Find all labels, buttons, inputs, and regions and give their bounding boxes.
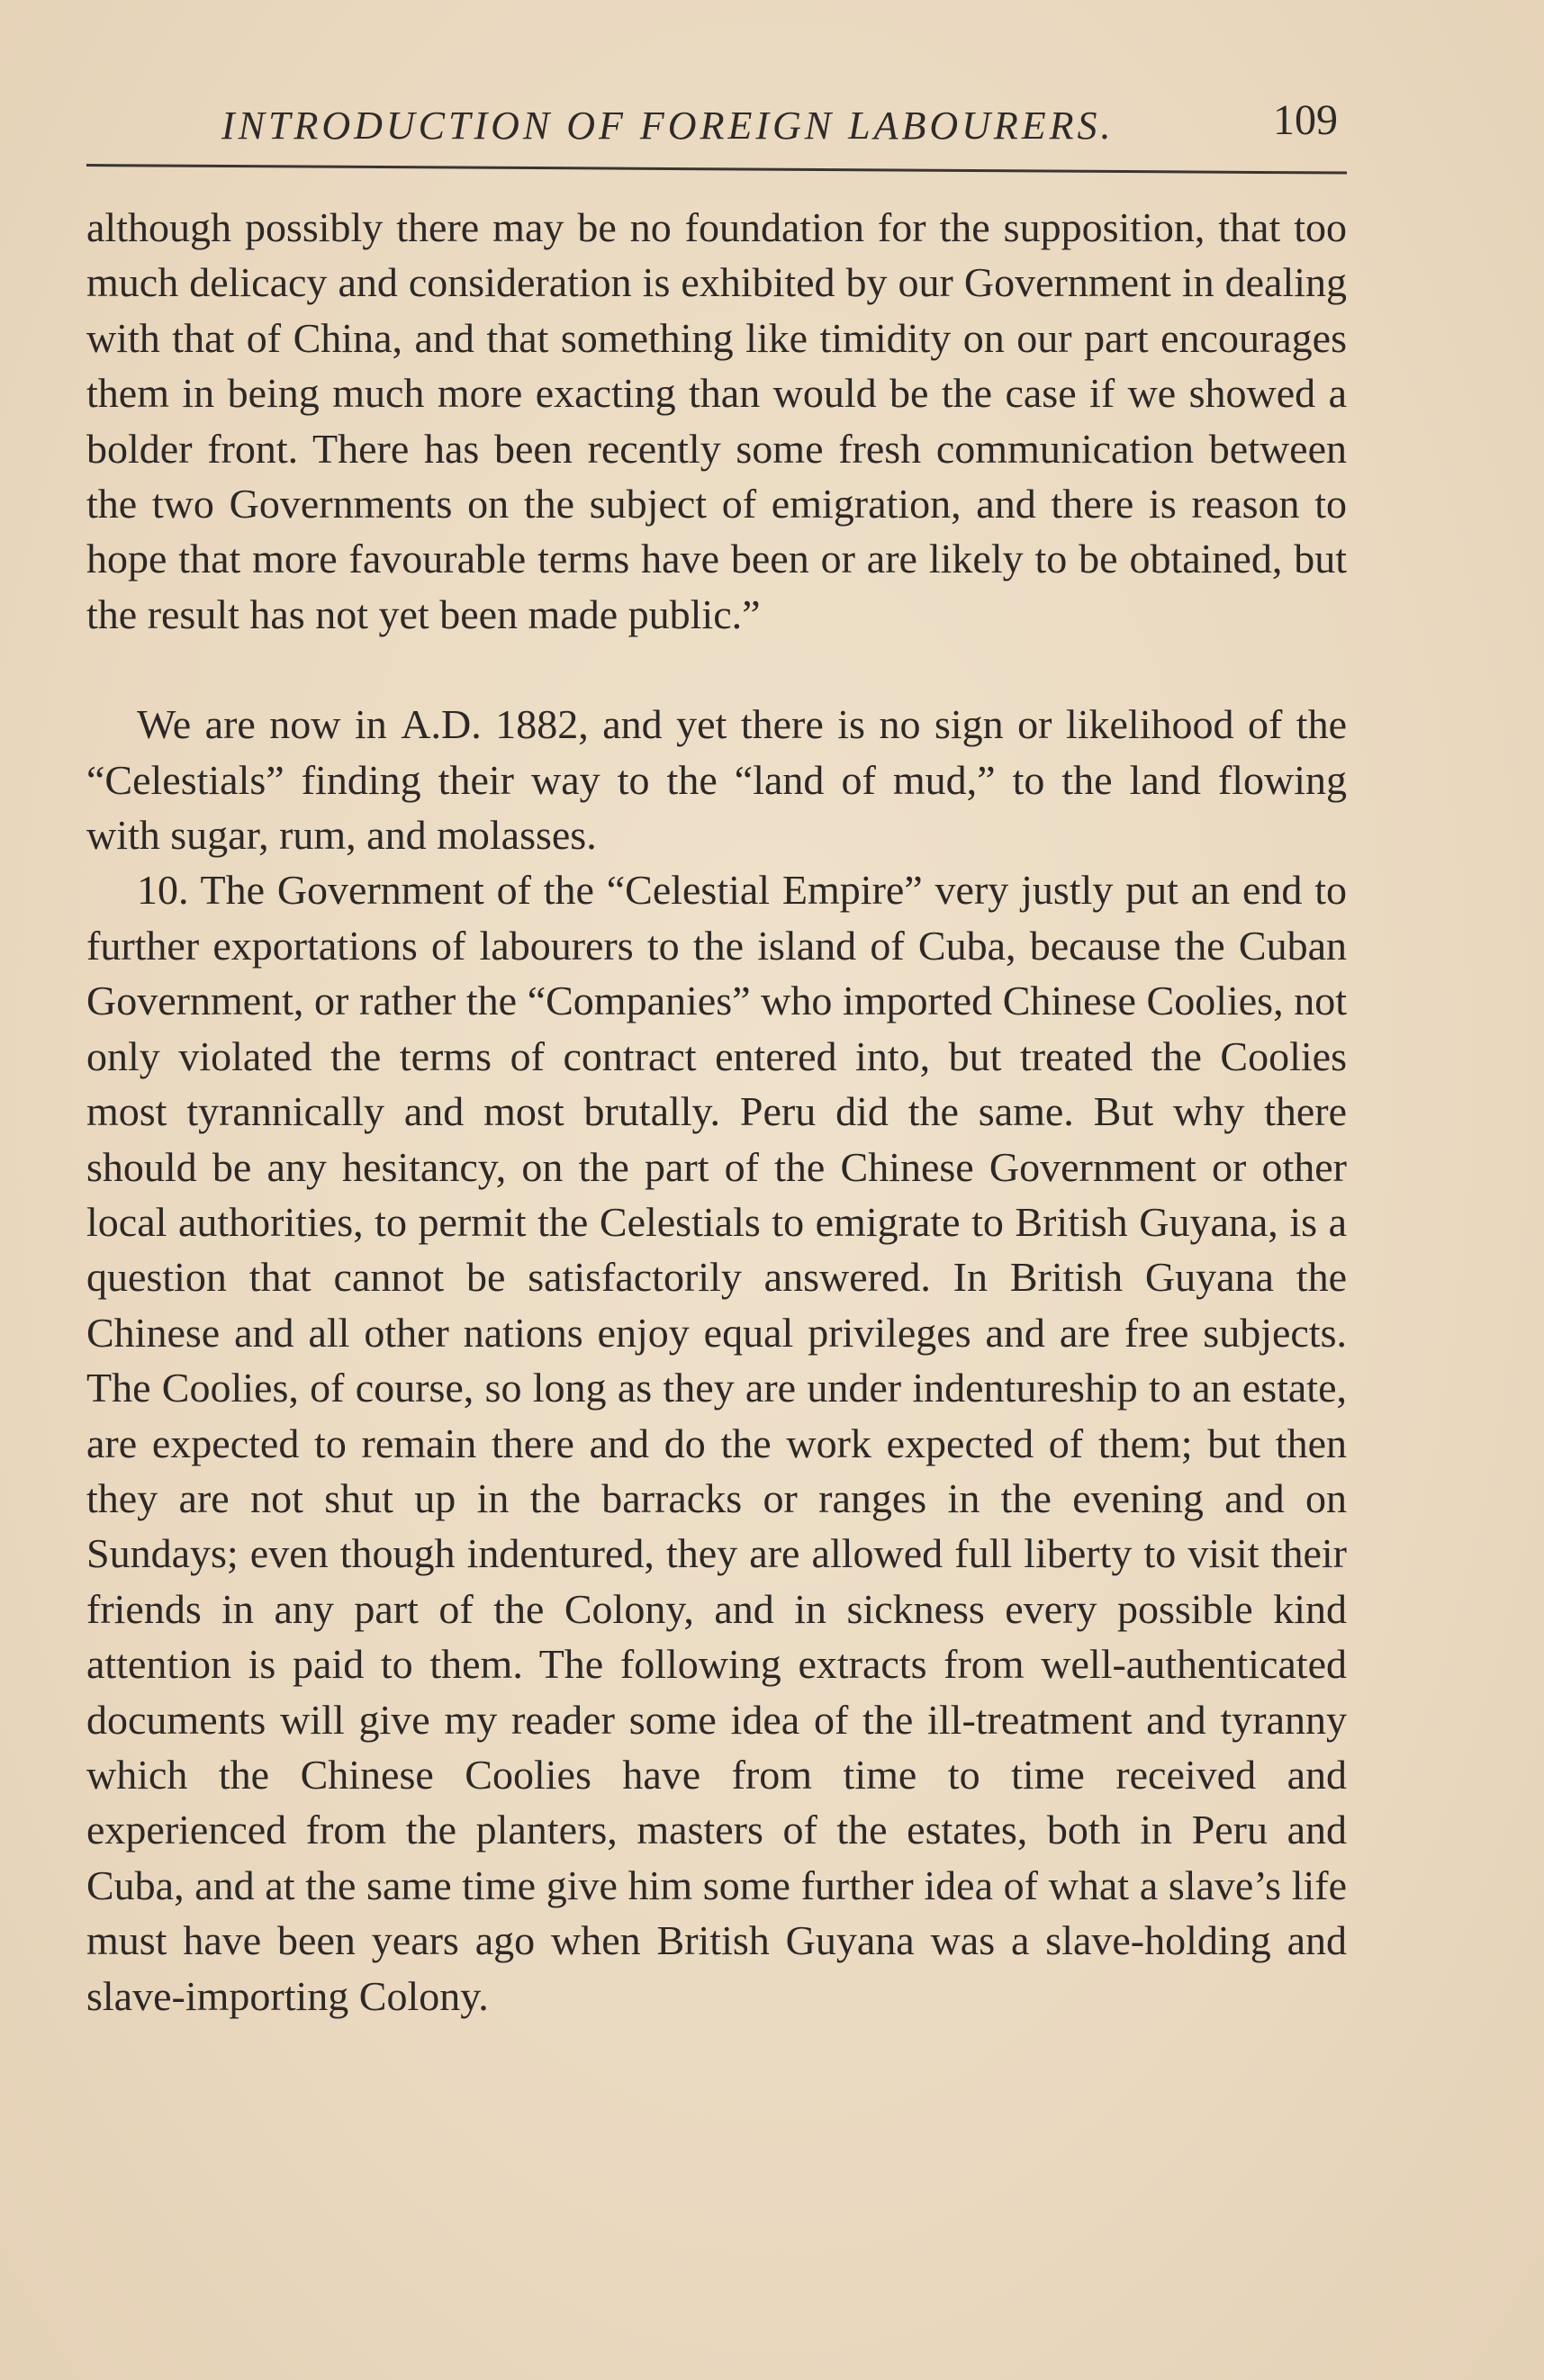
running-title: INTRODUCTION OF FOREIGN LABOURERS. — [221, 104, 1115, 148]
header-rule — [86, 164, 1347, 175]
page-number: 109 — [1273, 96, 1338, 144]
paragraph-year-1882-lead: We are now in — [137, 701, 402, 748]
body-text — [86, 200, 1347, 2024]
paragraph-year-1882 — [86, 697, 1347, 862]
paragraph-section-10: 10. The Government of the “Celestial Empire” very justly put an end to further exportations of labourers to the island of Cuba, because the Cuban Government, or rather the “Companies” who imported Chinese Coolies, not only violated the terms of contract entered into, but treated the Coolies most tyrannically and most brutally. Peru did the same. But why there should be any hesitancy, on the part of the Chinese Government or other local authorities, to permit the Celestials to emigrate to British Guyana, is a question that cannot be satisfactorily answered. In British Guyana the Chinese and all other nations enjoy equal privileges and are free subjects. The Coolies, of course, so long as they are under indentureship to an estate, are expected to remain there and do the work expected of them; but then they are not shut up in the barracks or ranges in the evening and on Sundays; even though indentured, they are allowed full liberty to visit their friends in any part of the Colony, and in sickness every possible kind attention is paid to them. The following extracts from well-authenticated documents will give my reader some idea of the ill-treatment and tyranny which the Chinese Coolies have from time to time received and experienced from the planters, masters of the estates, both in Peru and Cuba, and at the same time give him some further idea of what a slave’s life must have been years ago when British Guyana was a slave-holding and slave-importing Colony. — [86, 867, 1347, 2019]
paragraph-quote-continuation: although possibly there may be no foundation for the supposition, that too much delicacy and consideration is exhibited by our Government in dealing with that of China, and that something like timidity on our part encourages them in being much more exacting than would be the case if we showed a bolder front. There has been recently some fresh communication between the two Governments on the subject of emigration, and there is reason to hope that more favourable terms have been or are likely to be obtained, but the result has not yet been made public.” — [86, 204, 1347, 637]
paragraph-year-1882-rest: 1882, and yet there is no sign or likelihood of the “Celestials” finding their way to the “land of mud,” to the land flowing with sugar, rum, and molasses. — [86, 701, 1347, 859]
era-abbreviation: A.D. — [401, 701, 482, 748]
page-header — [86, 86, 1347, 158]
